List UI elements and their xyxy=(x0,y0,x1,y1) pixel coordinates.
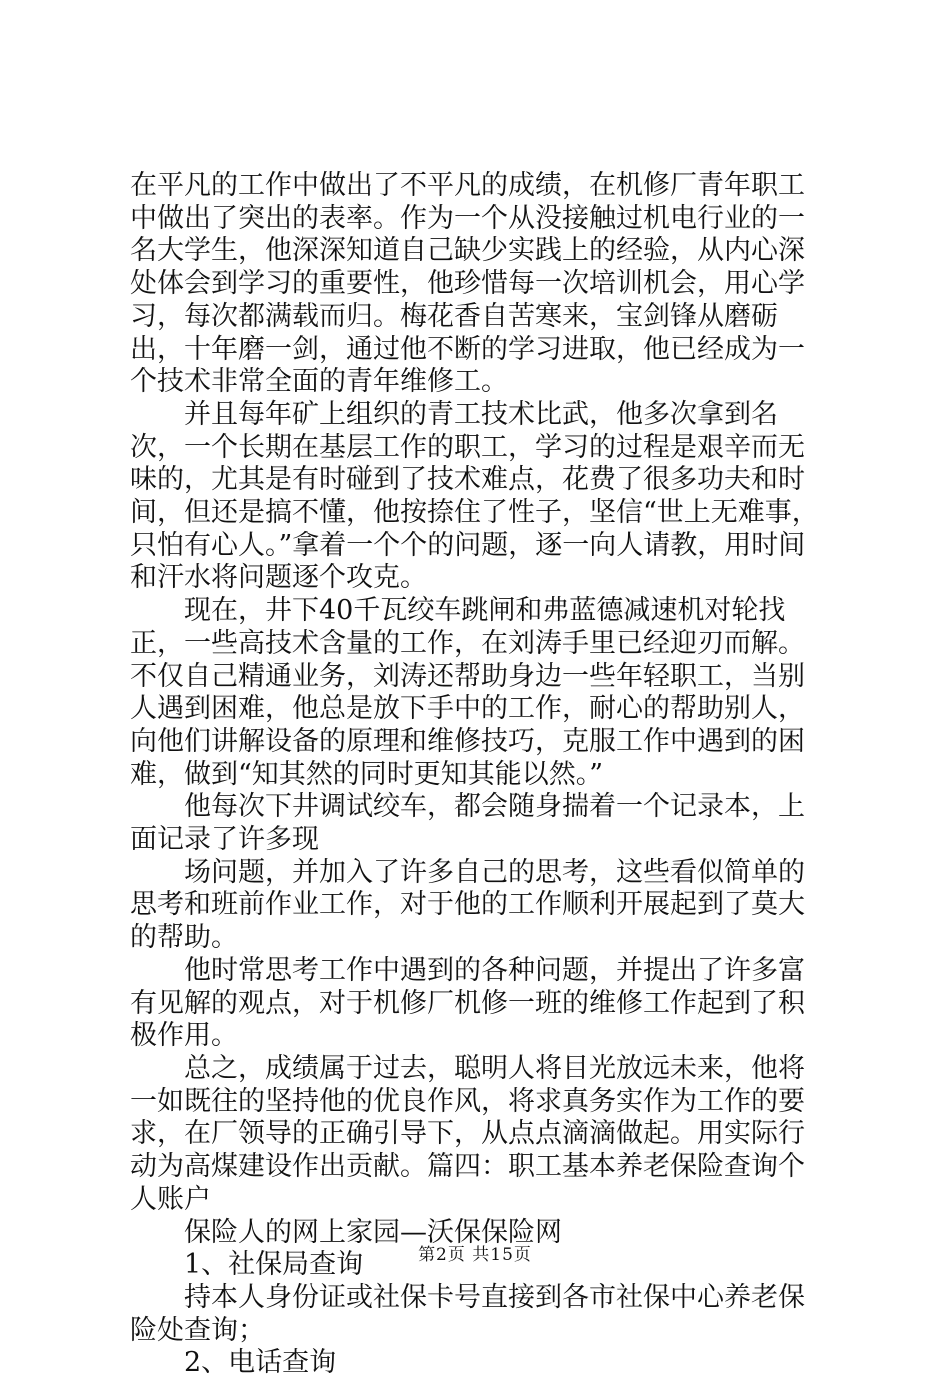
paragraph-10: 持本人身份证或社保卡号直接到各市社保中心养老保险处查询； xyxy=(130,1281,805,1346)
paragraph-5: 场问题，并加入了许多自己的思考，这些看似简单的思考和班前作业工作，对于他的工作顺利开展起到了莫大的帮助。 xyxy=(130,856,805,954)
paragraph-7: 总之，成绩属于过去，聪明人将目光放远未来，他将一如既往的坚持他的优良作风，将求真务实作为工作的要求，在厂领导的正确引导下，从点点滴滴做起。用实际行动为高煤建设作出贡献。篇四：职工基本养老保险查询个人账户 xyxy=(130,1052,805,1215)
paragraph-9: 1、社保局查询 xyxy=(184,1249,364,1281)
paragraph-6: 他时常思考工作中遇到的各种问题，并提出了许多富有见解的观点，对于机修厂机修一班的维修工作起到了积极作用。 xyxy=(130,954,805,1052)
page-number-footer: 第2页 共15页 xyxy=(418,1245,532,1265)
document-body xyxy=(130,170,830,1380)
paragraph-2: 并且每年矿上组织的青工技术比武，他多次拿到名次，一个长期在基层工作的职工，学习的过程是艰辛而无味的，尤其是有时碰到了技术难点，花费了很多功夫和时间，但还是搞不懂，他按捺住了性子，坚信“世上无难事，只怕有心人。”拿着一个个的问题，逐一向人请教，用时间和汗水将问题逐个攻克。 xyxy=(130,398,819,594)
paragraph-4: 他每次下井调试绞车，都会随身揣着一个记录本，上面记录了许多现 xyxy=(130,791,805,856)
paragraph-1: 在平凡的工作中做出了不平凡的成绩，在机修厂青年职工中做出了突出的表率。作为一个从没接触过机电行业的一名大学生，他深深知道自己缺少实践上的经验，从内心深处体会到学习的重要性，他珍惜每一次培训机会，用心学习，每次都满载而归。梅花香自苦寒来，宝剑锋从磨砺出，十年磨一剑，通过他不断的学习进取，他已经成为一个技术非常全面的青年维修工。 xyxy=(130,170,805,398)
paragraph-3: 现在，井下40千瓦绞车跳闸和弗蓝德减速机对轮找正，一些高技术含量的工作，在刘涛手里已经迎刃而解。不仅自己精通业务，刘涛还帮助身边一些年轻职工，当别人遇到困难，他总是放下手中的工作，耐心的帮助别人，向他们讲解设备的原理和维修技巧，克服工作中遇到的困难，做到“知其然的同时更知其能以然。” xyxy=(130,595,805,790)
paragraph-8: 保险人的网上家园—沃保保险网 xyxy=(184,1216,562,1248)
paragraph-11: 2、电话查询 xyxy=(184,1347,337,1379)
